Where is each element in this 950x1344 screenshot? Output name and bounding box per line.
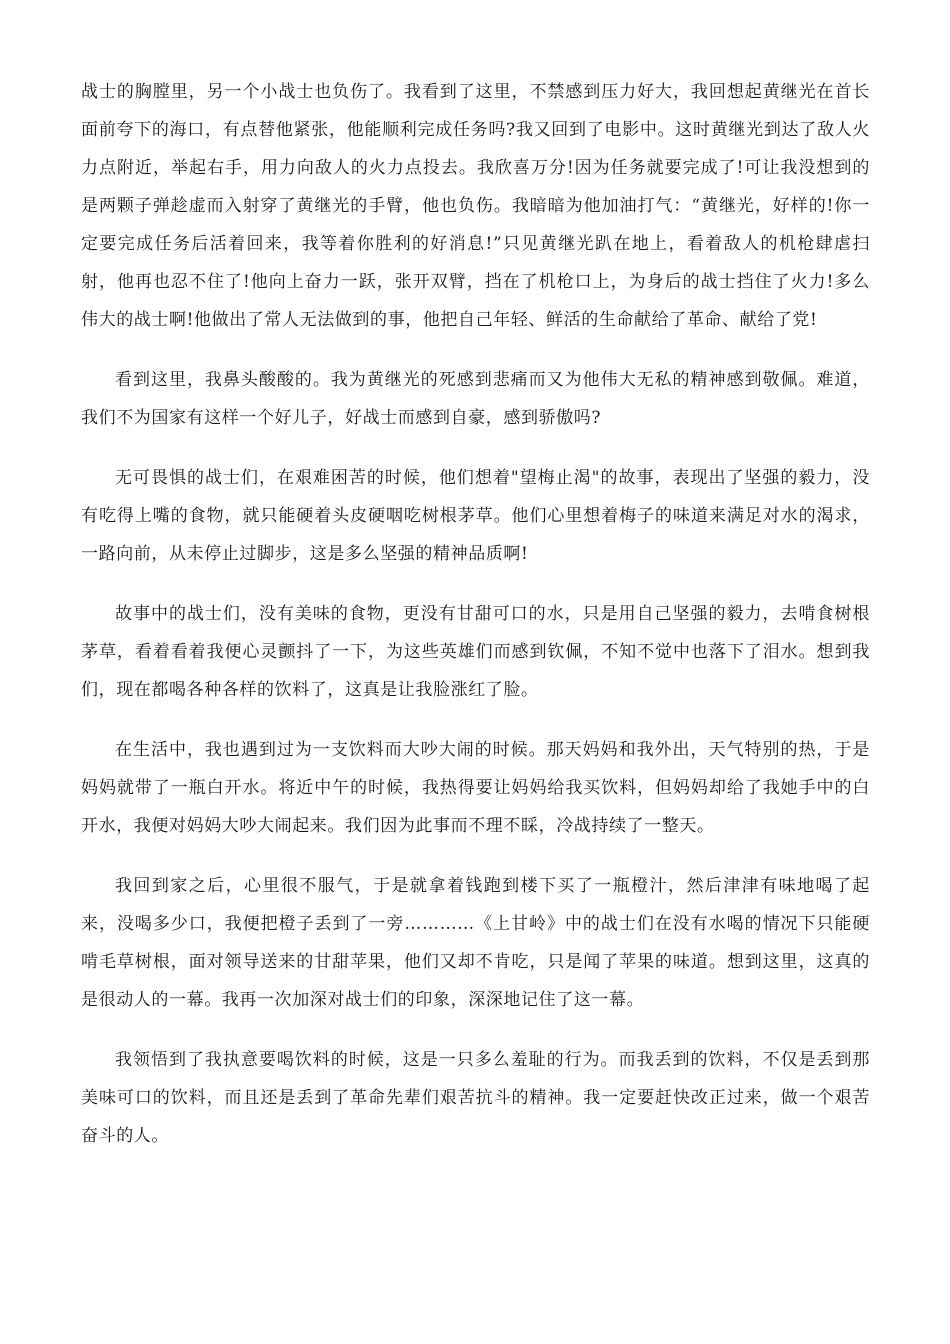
paragraph-4: 故事中的战士们，没有美味的食物，更没有甘甜可口的水，只是用自己坚强的毅力，去啃食树根茅草，看着看着我便心灵颤抖了一下，为这些英雄们而感到钦佩，不知不觉中也落下了泪水。想到我们，现在都喝各种各样的饮料了，这真是让我脸涨红了脸。 (81, 604, 870, 700)
paragraph-7: 我领悟到了我执意要喝饮料的时候，这是一只多么羞耻的行为。而我丢到的饮料，不仅是丢到那美味可口的饮料，而且还是丢到了革命先辈们艰苦抗斗的精神。我一定要赶快改正过来，做一个艰苦奋斗的人。 (81, 1050, 870, 1146)
paragraph-5: 在生活中，我也遇到过为一支饮料而大吵大闹的时候。那天妈妈和我外出，天气特别的热，于是妈妈就带了一瓶白开水。将近中午的时候，我热得要让妈妈给我买饮料，但妈妈却给了我她手中的白开水，我便对妈妈大吵大闹起来。我们因为此事而不理不睬，冷战持续了一整天。 (81, 740, 870, 836)
document-body (81, 73, 870, 1177)
paragraph-6: 我回到家之后，心里很不服气，于是就拿着钱跑到楼下买了一瓶橙汁，然后津津有味地喝了起来，没喝多少口，我便把橙子丢到了一旁…………《上甘岭》中的战士们在没有水喝的情况下只能硬啃毛草树根，面对领导送来的甘甜苹果，他们又却不肯吃，只是闻了苹果的味道。想到这里，这真的是很动人的一幕。我再一次加深对战士们的印象，深深地记住了这一幕。 (81, 876, 870, 1010)
paragraph-2: 看到这里，我鼻头酸酸的。我为黄继光的死感到悲痛而又为他伟大无私的精神感到敬佩。难道，我们不为国家有这样一个好儿子，好战士而感到自豪，感到骄傲吗? (81, 370, 870, 428)
paragraph-1: 战士的胸膛里，另一个小战士也负伤了。我看到了这里，不禁感到压力好大，我回想起黄继光在首长面前夸下的海口，有点替他紧张，他能顺利完成任务吗?我又回到了电影中。这时黄继光到达了敌人火力点附近，举起右手，用力向敌人的火力点投去。我欣喜万分!因为任务就要完成了!可让我没想到的是两颗子弹趁虚而入射穿了黄继光的手臂，他也负伤。我暗暗为他加油打气：“黄继光，好样的!你一定要完成任务后活着回来，我等着你胜利的好消息!”只见黄继光趴在地上，看着敌人的机枪肆虐扫射，他再也忍不住了!他向上奋力一跃，张开双臂，挡在了机枪口上，为身后的战士挡住了火力!多么伟大的战士啊!他做出了常人无法做到的事，他把自己年轻、鲜活的生命献给了革命、献给了党! (81, 82, 870, 330)
paragraph-3: 无可畏惧的战士们，在艰难困苦的时候，他们想着"望梅止渴"的故事，表现出了坚强的毅力，没有吃得上嘴的食物，就只能硬着头皮硬咽吃树根茅草。他们心里想着梅子的味道来满足对水的渴求，一路向前，从未停止过脚步，这是多么坚强的精神品质啊! (81, 468, 870, 564)
